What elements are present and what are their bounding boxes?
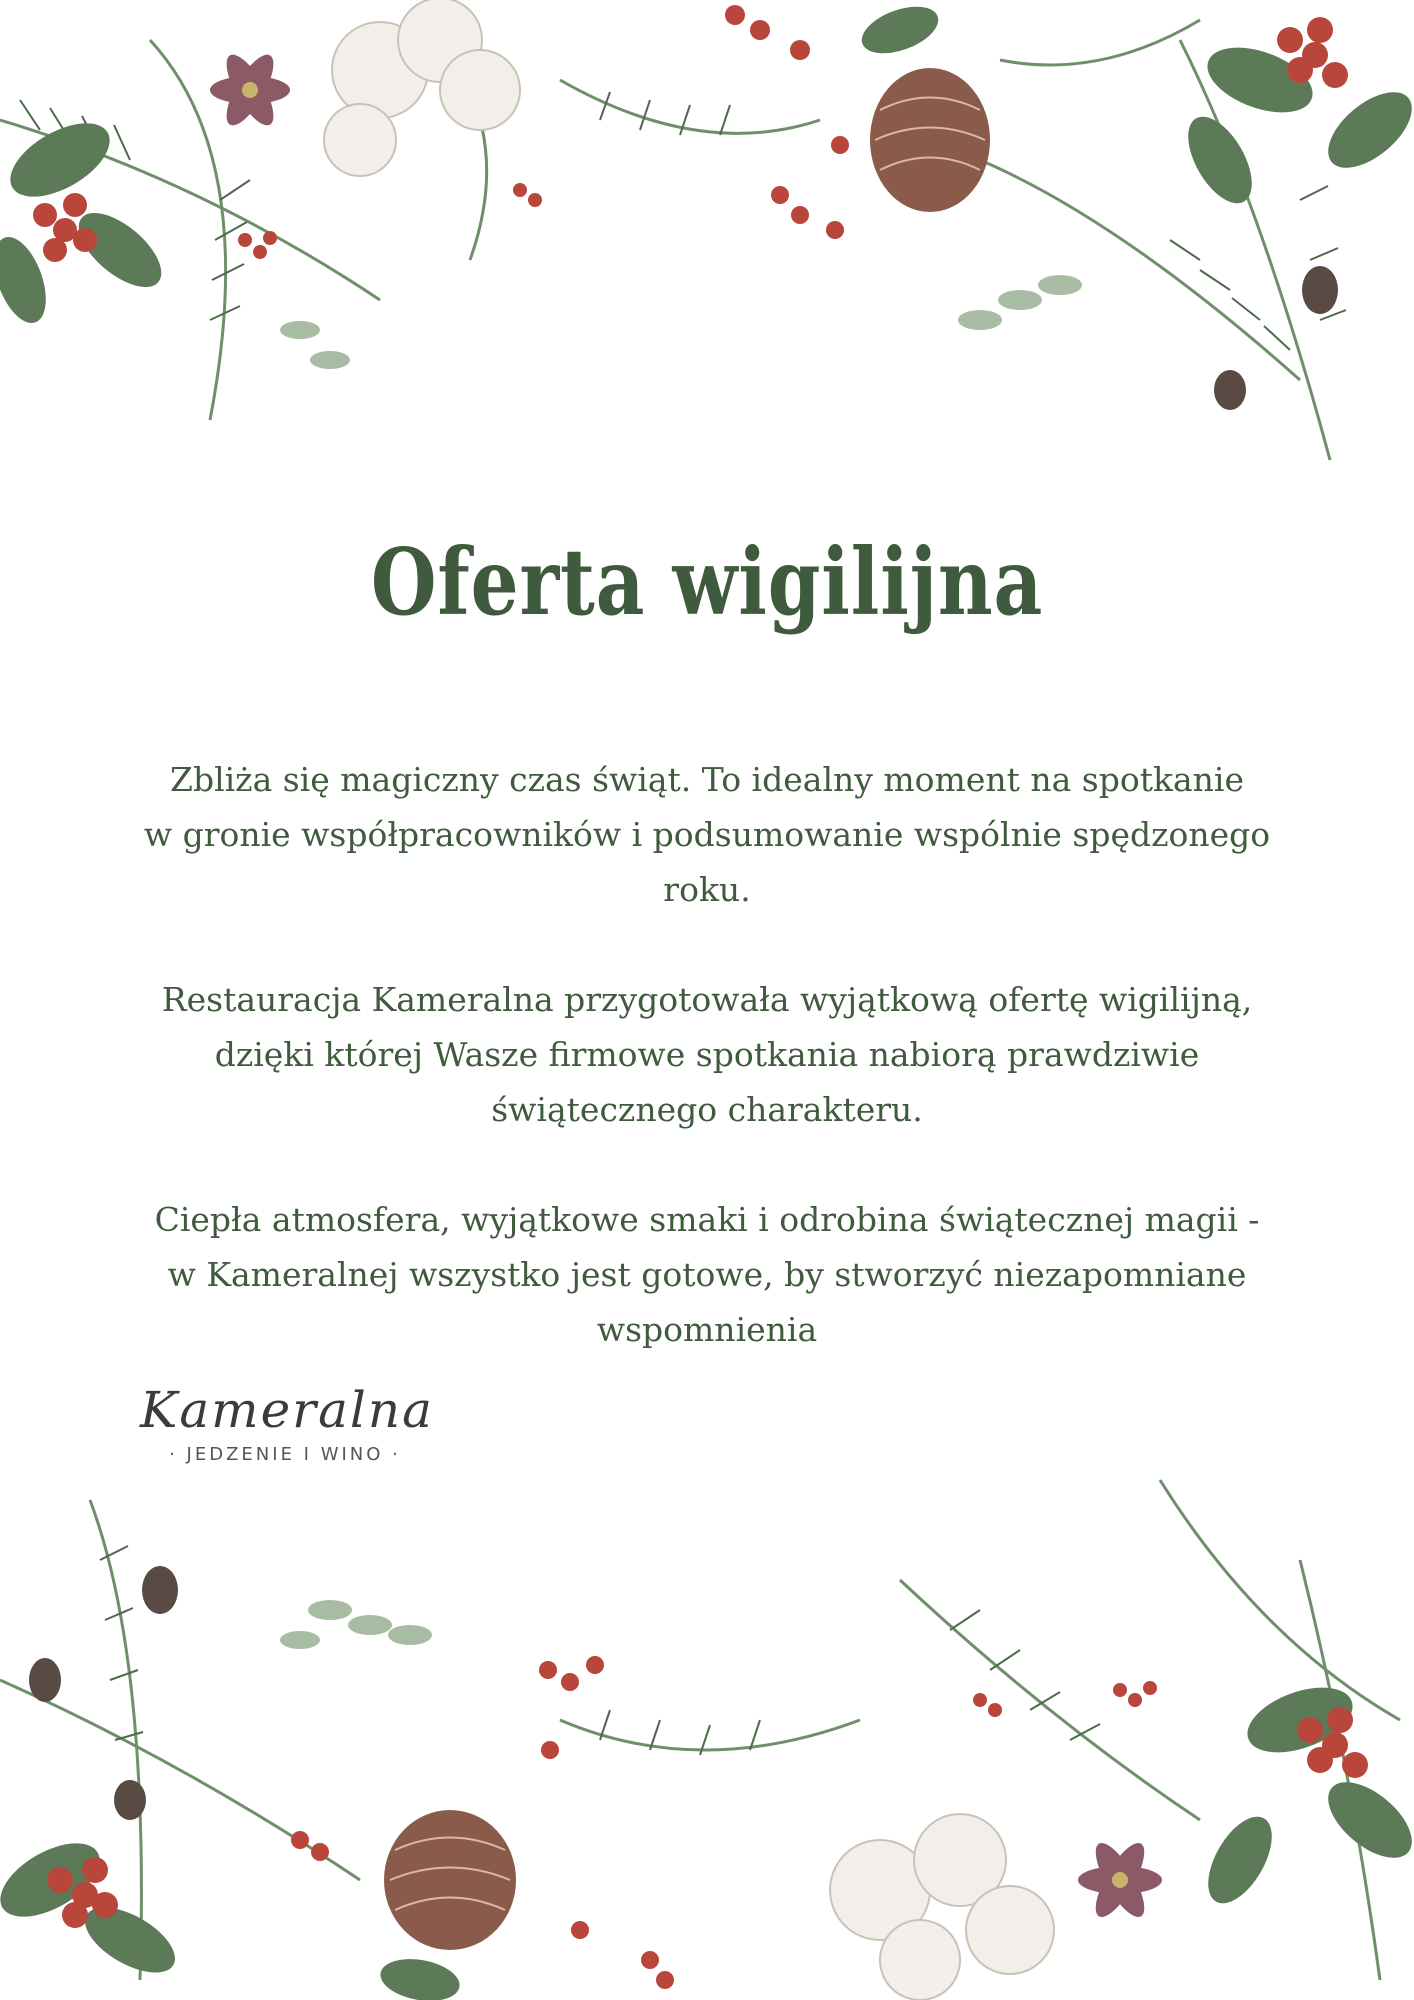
winter-garland-bottom-illustration	[0, 1460, 1414, 2000]
text-line: roku.	[663, 870, 751, 909]
restaurant-logo	[140, 1381, 434, 1465]
logo-script-wordmark: Kameralna	[140, 1381, 434, 1439]
text-line: dzięki której Wasze firmowe spotkania nabiorą prawdziwie	[214, 1035, 1200, 1074]
cotton-flowers-bottom	[830, 1814, 1054, 2000]
pine-branches-top	[0, 20, 1330, 460]
poinsettia-flower-bottom	[1078, 1837, 1162, 1924]
text-line: w gronie współpracowników i podsumowanie wspólnie spędzonego	[143, 815, 1271, 854]
eucalyptus-leaves-top	[280, 275, 1082, 369]
pine-branches-bottom	[0, 1480, 1400, 1980]
pine-cones-top	[870, 68, 1338, 410]
pine-needles-bottom	[100, 1546, 1100, 1755]
poinsettia-flower-top	[210, 48, 290, 131]
paragraph-offer	[70, 972, 1344, 1137]
red-berries-bottom	[47, 1656, 1368, 1989]
text-line: Restauracja Kameralna przygotowała wyjątkową ofertę wigilijną,	[161, 980, 1253, 1019]
text-line: wspomnienia	[596, 1310, 818, 1349]
text-line: Zbliża się magiczny czas świąt. To idealny moment na spotkanie	[170, 760, 1244, 799]
holly-leaves-bottom	[0, 1675, 1414, 2000]
paragraph-intro	[70, 752, 1344, 917]
garland-bottom-svg	[0, 1460, 1414, 2000]
text-line: Ciepła atmosfera, wyjątkowe smaki i odrobina świątecznej magii -	[154, 1200, 1260, 1239]
offer-description	[70, 752, 1344, 1357]
paragraph-atmosphere	[70, 1192, 1344, 1357]
text-line: świątecznego charakteru.	[491, 1090, 923, 1129]
page-title: Oferta wigilijna	[370, 528, 1044, 636]
pine-needles-top	[20, 92, 1346, 350]
winter-garland-top-illustration	[0, 0, 1414, 500]
logo-tagline: · JEDZENIE I WINO ·	[169, 1444, 401, 1465]
garland-top-svg	[0, 0, 1414, 500]
cotton-flowers-top	[324, 0, 520, 176]
text-line: w Kameralnej wszystko jest gotowe, by stworzyć niezapomniane	[167, 1255, 1247, 1294]
holly-leaves-top	[0, 0, 1414, 330]
eucalyptus-leaves-bottom	[280, 1600, 432, 1649]
